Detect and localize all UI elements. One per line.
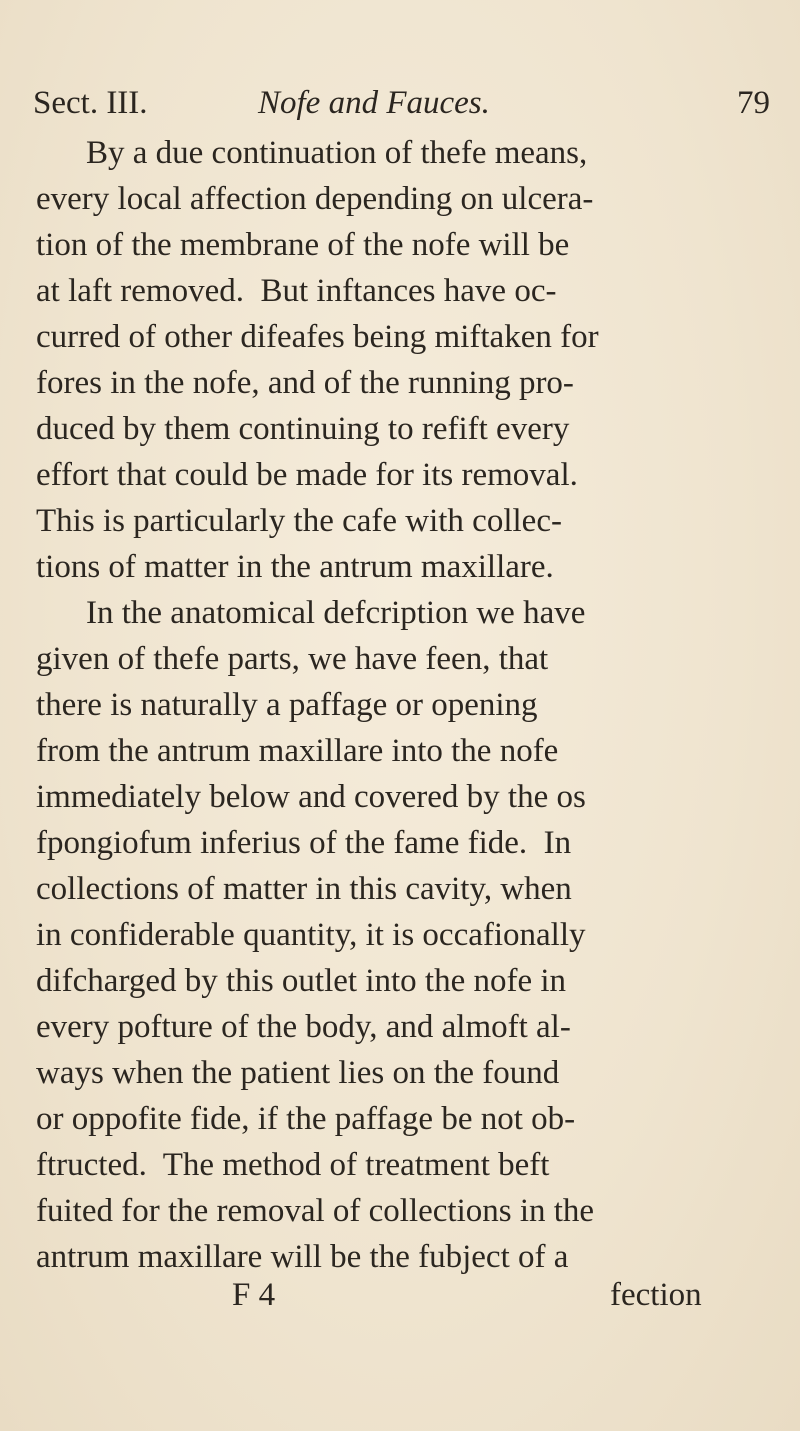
running-header	[0, 78, 800, 128]
signature-mark: F 4	[232, 1277, 276, 1313]
text-line: tion of the membrane of the nofe will be	[36, 227, 570, 263]
text-line: tions of matter in the antrum maxillare.	[36, 549, 554, 585]
text-line: curred of other difeafes being miftaken for	[36, 319, 599, 355]
section-label: Sect. III.	[33, 85, 148, 121]
text-line: given of thefe parts, we have feen, that	[36, 641, 549, 677]
running-title: Nofe and Fauces.	[258, 85, 490, 121]
catchword: fection	[610, 1277, 702, 1313]
page-number: 79	[737, 85, 770, 121]
text-line: collections of matter in this cavity, when	[36, 871, 572, 907]
text-line: In the anatomical defcription we have	[86, 595, 586, 631]
text-line: fuited for the removal of collections in the	[36, 1193, 595, 1229]
text-line: effort that could be made for its removal.	[36, 457, 578, 493]
text-line: fpongiofum inferius of the fame fide. In	[36, 825, 572, 861]
text-line: duced by them continuing to refift every	[36, 411, 570, 447]
text-line: there is naturally a paffage or opening	[36, 687, 538, 723]
text-line: immediately below and covered by the os	[36, 779, 586, 815]
text-line: at laft removed. But inftances have oc-	[36, 273, 557, 309]
text-line: every local affection depending on ulcera-	[36, 181, 594, 217]
text-line: By a due continuation of thefe means,	[86, 135, 588, 171]
text-line: or oppofite fide, if the paffage be not ob-	[36, 1101, 576, 1137]
text-line: ftructed. The method of treatment beft	[36, 1147, 550, 1183]
text-line: fores in the nofe, and of the running pro-	[36, 365, 574, 401]
text-line: This is particularly the cafe with collec-	[36, 503, 562, 539]
text-line: ways when the patient lies on the found	[36, 1055, 560, 1091]
text-line: from the antrum maxillare into the nofe	[36, 733, 559, 769]
text-line: difcharged by this outlet into the nofe in	[36, 963, 567, 999]
text-line: antrum maxillare will be the fubject of a	[36, 1239, 569, 1275]
text-line: in confiderable quantity, it is occafionally	[36, 917, 586, 953]
text-line: every pofture of the body, and almoft al-	[36, 1009, 571, 1045]
